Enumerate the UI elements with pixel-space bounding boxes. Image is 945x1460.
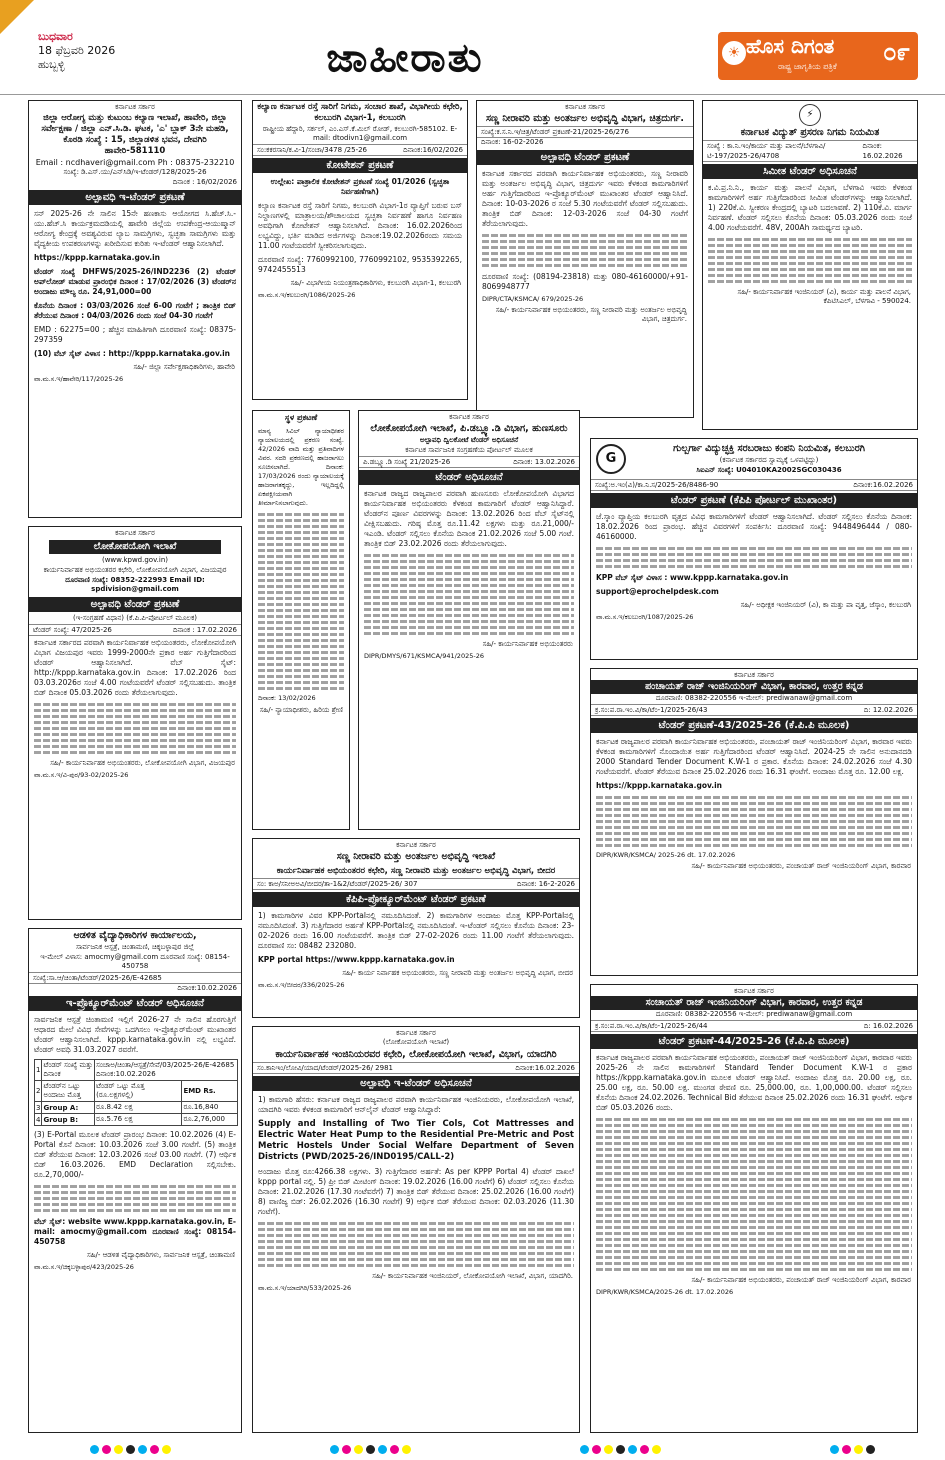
ad-reference: ಸಂಖ್ಯೆ: ಡಿ.ಎಸ್.ಯು/ಎನ್‌ಸಿಡಿ/ಇ-ಟೆಂಡರ್/128/2025-26 [63,168,207,176]
ad-filler-text [477,234,693,267]
ad-body-2: ಅಂದಾಜು ಮೊತ್ತ ರೂ:4266.38 ಲಕ್ಷಗಳು. 3) ಗುತ್ತಿಗೆದಾರರ ಅರ್ಹತೆ: As per KPPP Portal 4) ಟೆಂಡರ್ ದಾಖಲೆ kppp portal ನಲ್ಲಿ. 5) ಪ್ರೀ ಬಿಡ್ ಮೀಟಿಂಗ್ ದಿನಾಂಕ: 19.02.2026 (16.00 ಗಂಟೆಗೆ) 6) ಟೆಂಡರ್ ಸಲ್ಲಿಸಲು ಕೊನೆಯ ದಿನಾಂಕ: 21.02.2026 (17.30 ಗಂಟೆವರೆಗೆ) 7) ತಾಂತ್ರಿಕ ಬಿಡ್ ತೆರೆಯುವ ದಿನಾಂಕ: 25.02.2026 (16.00 ಗಂಟೆಗೆ) 8) ವಾಣಿಜ್ಯ ಬಿಡ್: 26.02.2026 (16.30 ಗಂಟೆಗೆ) 9) ಆರ್ಥಿಕ ಬಿಡ್ ತೆರೆಯುವ ದಿನಾಂಕ: 02.03.2026 (11.30 ಗಂಟೆಗೆ). [258,1167,574,1216]
ad-headline-bar: ಇ-ಪ್ರೊಕ್ಯೂರ್‌ಮೆಂಟ್ ಟೆಂಡರ್ ಅಧಿಸೂಚನೆ [29,996,241,1011]
ad-reference: ಪಿ.ಡಬ್ಲ್ಯೂ.ಡಿ ಸಂಖ್ಯೆ 21/2025-26 [363,458,451,466]
ad-headline-bar: ಅಲ್ಪಾವಧಿ ಇ-ಟೆಂಡರ್ ಪ್ರಕಟಣೆ [29,190,241,205]
ad-govt-label: ಕರ್ನಾಟಕ ಸರ್ಕಾರ [115,529,155,537]
ad-org-name: ಸಂಚಾಯತ್ ರಾಜ್ ಇಂಜಿನಿಯರಿಂಗ್ ವಿಭಾಗ, ಕಾರವಾರ, ಉತ್ತರ ಕನ್ನಡ [591,996,917,1010]
ad-body: ಕಲ್ಯಾಣ ಕರ್ನಾಟಕ ರಸ್ತೆ ಸಾರಿಗೆ ನಿಗಮ, ಕಲಬುರಗಿ ವಿಭಾಗ-1ರ ವ್ಯಾಪ್ತಿಗೆ ಬರುವ ಬಸ್ ನಿಲ್ದಾಣಗಳಲ್ಲಿ ಮಾತ್ರಾಲಯ/ಶೌಚಾಲಯದ ಸ್ವಚ್ಛತಾ ನಿರ್ವಹಣೆ ಹಾಗೂ ನಿರ್ವಹಣ ಅವಧಿಗಾಗಿ ಕೋಟೇಶನ್ ಆಹ್ವಾನಿಸಲಾಗಿದೆ. ದಿನಾಂಕ: 16.02.2026ರಿಂದ ಲಭ್ಯವಿದ್ದು, ಭರ್ತಿ ಮಾಡಿದ ಅರ್ಜಿಗಳನ್ನು ದಿನಾಂಕ:19.02.2026ರಂದು ಸಮಯ 11.00 ಗಂಟೆಯವರೆಗೆ ಸ್ವೀಕರಿಸಲಾಗುವುದು. [258,201,462,250]
ad-karwar-tender-44 [590,984,918,1433]
ad-body: ಕರ್ನಾಟಕ ಸರ್ಕಾರದ ಪರವಾಗಿ ಕಾರ್ಯನಿರ್ವಾಹಕ ಅಭಿಯಂತರರು, ಸಣ್ಣ ನೀರಾವರಿ ಮತ್ತು ಅಂತರ್ಜಲ ಅಭಿವೃದ್ಧಿ ವಿಭಾಗ, ಚಿತ್ರದುರ್ಗ ಇವರು ಕೆಳಕಂಡ ಕಾಮಗಾರಿಗಳಿಗೆ ಅರ್ಹ ಗುತ್ತಿಗೆದಾರರಿಂದ ಇ-ಪ್ರೊಕ್ಯೂರ್‌ಮೆಂಟ್ ಮುಖಾಂತರ ಟೆಂಡರ್ ಆಹ್ವಾನಿಸಿದೆ. ದಿನಾಂಕ: 10-03-2026 ರ ಸಂಜೆ 5.30 ಗಂಟೆಯವರೆಗೆ ಟೆಂಡರ್ ಸಲ್ಲಿಸಬಹುದು. ತಾಂತ್ರಿಕ ಬಿಡ್ ದಿನಾಂಕ: 12-03-2026 ಸಂಜೆ 04-30 ಗಂಟೆಗೆ ತೆರೆಯಲಾಗುವುದು. [482,169,688,228]
ad-phone: ದೂರವಾಣಿ ಸಂಖ್ಯೆ: 08352-222993 Email ID: spdivision@gmail.com [65,576,205,593]
ad-ref-row [591,479,917,491]
ad-signature: ಸಹಿ/- ಕಾರ್ಯನಿರ್ವಾಹಕ ಅಭಿಯಂತರರು, ಪಂಚಾಯತ್ ರಾಜ್ ಇಂಜಿನಿಯರಿಂಗ್ ವಿಭಾಗ, ಕಾರವಾರ [691,862,911,870]
ad-emd: EMD : 62275=00 ; ಹೆಚ್ಚಿನ ಮಾಹಿತಿಗಾಗಿ ದೂರವಾಣಿ ಸಂಖ್ಯೆ: 08375-297359 [34,325,236,344]
ad-gescom-tender [590,438,918,660]
table-row [35,1081,238,1102]
ad-reference: ಕ್ರ.ಸಂ:ಪ.ರಾ.ಇಂ.ವಿ/ಕಾ/ಟೆಂ-1/2025-26/43 [595,706,708,714]
ad-subtitle: ಉಲ್ಲೇಖ: ಪಾತ್ರಾಲಿಕ ಕೋಟೇಶನ್ ಪ್ರಕಟಣೆ ಸಂಖ್ಯೆ 01/2026 (ಸ್ವಚ್ಛತಾ ನಿರ್ವಹಣೆಗಾಗಿ) [270,177,450,196]
cmyk-dots-left [90,1445,171,1454]
ad-org-name: ಆಡಳಿತ ವೈದ್ಯಾಧಿಕಾರಿಗಳ ಕಾರ್ಯಾಲಯ, [73,930,197,941]
cmyk-dots-center [330,1445,411,1454]
ad-body: ಜೆ.ಸ್ಕಾಂ ವ್ಯಾಪ್ತಿಯ ಕಲಬುರಗಿ ವೃತ್ತದ ವಿವಿಧ ಕಾಮಗಾರಿಗಳಿಗೆ ಟೆಂಡರ್ ಆಹ್ವಾನಿಸಲಾಗಿದೆ. ಟೆಂಡರ್ ಸಲ್ಲಿಸಲು ಕೊನೆಯ ದಿನಾಂಕ: 18.02.2026 ರಿಂದ ಪ್ರಾರಂಭ. ಹೆಚ್ಚಿನ ವಿವರಗಳಿಗೆ ಸಂಪರ್ಕಿಸಿ: ದೂರವಾಣಿ ಸಂಖ್ಯೆ: 9448496444 / 080-46160000. [596,512,912,541]
ad-pwd-hunsur [358,410,580,830]
ad-subheading: ಅಲ್ಪಾವಧಿ ದ್ವಿಲಕೋಟೆ ಟೆಂಡರ್ ಅಧಿಸೂಚನೆ [419,436,519,444]
ad-date: ದಿನಾಂಕ : 17.02.2026 [172,626,237,634]
ad-url: https://kppp.karnataka.gov.in [34,253,161,262]
ad-date: ದಿನಾಂಕ: 16.02.2026 [862,142,903,160]
ad-kkrtc-quotation [252,100,468,400]
ad-headline-bar: ಕೋಟೇಶನ್ ಪ್ರಕಟಣೆ [253,158,467,173]
ad-tender-table [34,1059,238,1126]
ad-code: ವಾ.ಮ.ಸ.ಇ/ಕಲಬುರಗಿ/1087/2025-26 [596,613,694,621]
ad-signature: ಸಹಿ/- ಕಾರ್ಯನಿರ್ವಾಹಕ ಇಂಜಿನಿಯರ್, ಲೋಕೋಪಯೋಗಿ ಇಲಾಖೆ, ವಿಭಾಗ, ಯಾದಗಿರಿ. [372,1272,573,1280]
ad-kptcl-limited-tender [702,100,918,430]
ad-code: ವಾ.ಮ.ಸ.ಇ/ವಿ-ಪುರ/93-02/2025-26 [34,771,129,779]
weekday: ಬುಧವಾರ [38,30,73,43]
ad-ref-row [591,704,917,716]
ad-subheading-2: ಕರ್ನಾಟಕ ಸಾರ್ವಜನಿಕ ಸಂಗ್ರಹಣೆಯ ಪೋರ್ಟಲ್ ಮೂಲಕ [405,446,533,454]
ad-chitradurga-irrigation [476,100,694,418]
ad-filler-text [591,1118,917,1271]
ad-code: DIPR/KWR/KSMCA/ 2025-26 dt. 17.02.2026 [596,851,736,859]
ad-ref-row [253,878,579,890]
ad-ref-row [359,456,579,468]
table-row [35,1060,238,1081]
ad-body: ಕರ್ನಾಟಕ ರಾಜ್ಯಪಾಲರ ಪರವಾಗಿ ಕಾರ್ಯನಿರ್ವಾಹಕ ಅಭಿಯಂತರರು, ಪಂಚಾಯತ್ ರಾಜ್ ಇಂಜಿನಿಯರಿಂಗ್ ವಿಭಾಗ, ಕಾರವಾರ ಇವರು 2025-26 ನೇ ಸಾಲಿನ ಕಾಮಗಾರಿಗಳಿಗೆ Standard Tender Document K.W-1 ರ ಪ್ರಕಾರ https://kppp.karnataka.gov.in ಮೂಲಕ ಟೆಂಡರ್ ಆಹ್ವಾನಿಸಿದೆ. ಅಂದಾಜು ಮೊತ್ತ ರೂ. 20.00 ಲಕ್ಷ, ರೂ. 25.00 ಲಕ್ಷ, ರೂ. 50.00 ಲಕ್ಷ. ಮುಂಗಡ ಠೇವಣಿ ರೂ. 25,000.00, ರೂ. 1,00,000.00. ಟೆಂಡರ್ ಸಲ್ಲಿಸಲು ಕೊನೆಯ ದಿನಾಂಕ 24.02.2026. Technical Bid ತೆರೆಯುವ ದಿನಾಂಕ 25.02.2026 ರಂದು 16.31 ಘಂಟೆಗೆ. ಆರ್ಥಿಕ ಬಿಡ್ 05.03.2026 ರಂದು. [596,1053,912,1112]
ad-filler-text [29,703,241,754]
ad-org-name: ಕರ್ನಾಟಕ ವಿದ್ಯುತ್ ಪ್ರಸರಣ ನಿಗಮ ನಿಯಮಿತ [740,127,880,138]
ad-reference: ಸಂಖ್ಯೆ:ಕ.ಸ.ನಿ.ಇ/ಚಿತ್ರ/ಟೆಂಡರ್ ಪ್ರಕಟಣೆ-21/2025-26/276 [481,128,629,136]
ad-address: ಕಾರ್ಯನಿರ್ವಾಹಕ ಅಭಿಯಂತರರ ಕಛೇರಿ, ಲೋಕೋಪಯೋಗಿ ವಿಭಾಗ, ವಿಜಯಪುರ [43,566,227,574]
ad-org-name: ಲೋಕೋಪಯೋಗಿ ಇಲಾಖೆ, ಪಿ.ಡಬ್ಲ್ಯೂ.ಡಿ ವಿಭಾಗ, ಹುಣಸೂರು [370,423,568,434]
table-cell: 4 [36,1115,41,1124]
ad-address: ಸಾರ್ವಜನಿಕ ಆಸ್ಪತ್ರೆ, ಚಿಂತಾಮಣಿ, ಚಿಕ್ಕಬಳ್ಳಾಪುರ ಜಿಲ್ಲೆ [76,943,194,951]
ad-phone: ದೂರವಾಣಿ: 08382-220556 ಇ-ಮೇಲ್: prediwanaw@gmail.com [655,1010,853,1018]
ad-karwar-tender-43 [590,668,918,976]
ad-reference: ಸಂ.ಕಾನಿಇಂ/ಲೋವಿ/ಯಾದ/ಟೆಂಡರ್/2025-26/ 2981 [257,1064,393,1072]
ad-headline-bar: ಅಲ್ಪಾವಧಿ ಟೆಂಡರ್ ಪ್ರಕಟಣೆ [477,150,693,165]
table-row [35,1102,238,1114]
gescom-logo-icon: G [596,444,626,474]
edition-city: ಹುಬ್ಬಳ್ಳಿ [38,58,65,71]
ad-reference: ಟೆಂಡರ್ ಸಂಖ್ಯೆ: 47/2025-26 [33,626,112,634]
ad-date: ದಿನಾಂಕ: 13.02.2026 [513,458,575,466]
ad-reference: ಸಂಖ್ಯೆ : ಕಾ.ನಿ.ಇಂ/ಕಾರ್ಯ ಮತ್ತು ಪಾಲನೆ/ಬೆಳಗಾವಿ/ಟಿ-197/2025-26/4708 [707,142,826,160]
ad-date: ದಿನಾಂಕ: 16-02-2026 [481,138,544,146]
ad-code: ವಾ.ಮ.ಸ.ಇ/ಹಾವೇರಿ/117/2025-26 [34,375,124,383]
table-cell: ರೂ.5.76 ಲಕ್ಷ [95,1114,182,1126]
ad-reference: ಕ್ರ.ಸಂ:ಪ.ರಾ.ಇಂ.ವಿ/ಕಾ/ಟೆಂ-1/2025-26/44 [595,1022,708,1030]
ad-headline-bar: ಅಲ್ಪಾವಧಿ ಟೆಂಡರ್ ಪ್ರಕಟಣೆ [29,597,241,612]
ad-filler-text [253,1222,579,1267]
ad-signature: ಸಹಿ/- ನ್ಯಾಯಾಧೀಶರು, ಹಿರಿಯ ಶ್ರೇಣಿ [259,706,343,714]
ad-pwd-vijayapura [28,526,242,920]
ad-govt-label: ಕರ್ನಾಟಕ ಸರ್ಕಾರ [565,103,605,111]
masthead-logo [718,32,918,80]
dateline [38,30,115,72]
ad-signature: ಸಹಿ/- ಕಾರ್ಯನಿರ್ವಾಹಕ ಅಭಿಯಂತರರು, ಪಂಚಾಯತ್ ರಾಜ್ ಇಂಜಿನಿಯರಿಂಗ್ ವಿಭಾಗ, ಕಾರವಾರ [691,1276,911,1284]
ad-code: DIPR/KWR/KSMCA/2025-26 dt. 17.02.2026 [596,1288,734,1296]
ad-headline-bar: ಕೆಪಿಪಿ-ಪ್ರೋಕ್ಯೂರ್‌ಮೆಂಟ್ ಟೆಂಡರ್ ಪ್ರಕಟಣೆ [253,892,579,907]
ad-body: ಕರ್ನಾಟಕ ರಾಜ್ಯಪಾಲರ ಪರವಾಗಿ ಕಾರ್ಯನಿರ್ವಾಹಕ ಅಭಿಯಂತರರು, ಪಂಚಾಯತ್ ರಾಜ್ ಇಂಜಿನಿಯರಿಂಗ್ ವಿಭಾಗ, ಕಾರವಾರ ಇವರು ಕೆಳಕಂಡ ಕಾಮಗಾರಿಗಳಿಗೆ ನೊಂದಾಯಿತ ಅರ್ಹ ಗುತ್ತಿಗೆದಾರರಿಂದ ಟೆಂಡರ್ ಆಹ್ವಾನಿಸಿದೆ. 2024-25 ನೇ ಸಾಲಿನ ಅನುದಾನದಡಿ 2000 Standard Tender Document K.W-1 ರ ಪ್ರಕಾರ. ಕೊನೆಯ ದಿನಾಂಕ: 24.02.2026 ಸಂಜೆ 4.30 ಗಂಟೆಯವರೆಗೆ. ಟೆಂಡರ್ ತೆರೆಯುವ ದಿನಾಂಕ 25.02.2026 ರಂದು 16.31 ಘಂಟೆಗೆ. ಅಂದಾಜು ಮೊತ್ತ ರೂ. 12.00 ಲಕ್ಷ. [596,737,912,776]
ad-reference: ಸಂ:ಕಕರಸಾನಿ/ಕ.ವಿ-1/ಸಂಚಾ/3478 /25-26 [257,146,368,154]
table-cell: EMD Rs. [182,1081,238,1102]
ad-tender-number: ಟೆಂಡರ್ ಸಂಖ್ಯೆ DHFWS/2025-26/IND2236 (2) ಟೆಂಡರ್ ಅಪ್‌ಲೋಡ್ ಮಾಡುವ ಪ್ರಾರಂಭಿಕ ದಿನಾಂಕ : 17/02/2026 (3) ಟೆಂಡರ್‌ನ ಅಂದಾಜು ಮೌಲ್ಯ ರೂ. 24,91,000=00 [34,267,236,296]
ad-office-name: ಕಾರ್ಯನಿರ್ವಾಹಕ ಅಭಿಯಂತರರ ಕಛೇರಿ, ಸಣ್ಣ ನೀರಾವರಿ ಮತ್ತು ಅಂತರ್ಜಲ ಅಭಿವೃದ್ಧಿ ವಿಭಾಗ, ಬೀದರ [276,866,556,876]
logo-tagline: ರಾಷ್ಟ್ರ ಜಾಗೃತಿಯ ಪತ್ರಿಕೆ [778,62,837,71]
ad-reference: ಸಂ: ಕಾಅ/ಸನೀಅಅವಿ/ಬೀದರ/ತಾ-1&2/ಟೆಂಡರ್/2025-26/ 307 [257,880,418,888]
ad-govt-label: ಕರ್ನಾಟಕ ಸರ್ಕಾರ [449,413,489,421]
ad-pwd-yadgir [252,1026,580,1433]
ad-code: DIPR/CTA/KSMCA/ 679/2025-26 [482,295,584,303]
ad-org-name: ಜಿಲ್ಲಾ ಆರೋಗ್ಯ ಮತ್ತು ಕುಟುಂಬ ಕಲ್ಯಾಣ ಇಲಾಖೆ, ಹಾವೇರಿ, ಜಿಲ್ಲಾ ಸರ್ವೇಕ್ಷಣಾ / ಜಿಲ್ಲಾ ಎನ್.ಸಿ.ಡಿ. ಘಟಕ, 'ಎ' ಬ್ಲಾಕ್ 3ನೇ ಮಹಡಿ, ಕೊಠಡಿ ಸಂಖ್ಯೆ : 15, ಜಿಲ್ಲಾಡಳಿತ ಭವನ, ದೇವಗಿರಿ ಹಾವೇರಿ-581110 [41,113,229,156]
ad-org-name: ಸಣ್ಣ ನೀರಾವರಿ ಮತ್ತು ಅಂತರ್ಜಲ ಅಭಿವೃದ್ಧಿ ಇಲಾಖೆ [336,851,496,862]
ad-govt-label: ಕರ್ನಾಟಕ ಸರ್ಕಾರ [734,987,774,995]
ad-body: ಮಾನ್ಯ ಸಿವಿಲ್ ನ್ಯಾಯಾಧೀಶರ ನ್ಯಾಯಾಲಯದಲ್ಲಿ ಪ್ರಕರಣ ಸಂಖ್ಯೆ. 42/2026 ವಾದಿ ಮತ್ತು ಪ್ರತಿವಾದಿಗಳ ವಿವರ. ಸದರಿ ಪ್ರಕರಣದಲ್ಲಿ ಹಾಜರಾಗಲು ಸೂಚಿಸಲಾಗಿದೆ. ದಿನಾಂಕ: 17/03/2026 ರಂದು ನ್ಯಾಯಾಲಯಕ್ಕೆ ಹಾಜರಾಗತಕ್ಕದ್ದು, ಇಲ್ಲದಿದ್ದಲ್ಲಿ ಏಕಪಕ್ಷೀಯವಾಗಿ ತೀರ್ಮಾನಿಸಲಾಗುವುದು. [258,427,344,507]
ad-date: ದಿ: 12.02.2026 [863,706,913,714]
table-cell: ಸಂಚಾಅ/ಚಿಂತಾ/ಆಸ್ಪತ್ರೆ/ಸೇವೆ/03/2025-26/E-42685 ದಿನಾಂಕ:10.02.2026 [95,1060,238,1081]
ad-dept: (ಲೋಕೋಪಯೋಗಿ ಇಲಾಖೆ) [382,1038,450,1046]
ad-phone: ದೂರವಾಣಿ ಸಂಖ್ಯೆ: (08194-23818) ಮತ್ತು 080-46160000/+91-8069948777 [482,272,688,291]
ad-address: ರಾಷ್ಟ್ರೀಯ ಹೆದ್ದಾರಿ, ಸರ್ಕಲ್, ಎಂ.ಎಸ್.ಕೆ.ಮಿಲ್ ರೋಡ್, ಕಲಬುರಗಿ-585102. E-mail: dtodivn1@gmail.com [262,125,458,142]
ad-filler-text [591,547,917,568]
ad-govt-label: ಕರ್ನಾಟಕ ಸರ್ಕಾರ [396,1029,436,1037]
ad-signature: ಸಹಿ/- ಕಾರ್ಯ ನಿರ್ವಾಹಕ ಅಭಿಯಂತರರು, ಸಣ್ಣ ನೀರಾವರಿ ಮತ್ತು ಅಂತರ್ಜಲ ಅಭಿವೃದ್ಧಿ ವಿಭಾಗ, ಬೀದರ [342,969,573,977]
table-cell: Group A: [42,1102,95,1114]
ad-url: KPP ವೆಬ್ ಸೈಟ್ ವಿಳಾಸ : www.kppp.karnataka.gov.in [596,573,789,582]
ad-website: (10) ವೆಬ್ ಸೈಟ್ ವಿಳಾಸ : http://kppp.karnataka.gov.in [34,349,230,358]
ad-body: 1) ಕಾಮಗಾರಿಗಳ ವಿವರ KPP-Portalನಲ್ಲಿ ನಮೂದಿಸಿದಂತೆ. 2) ಕಾಮಗಾರಿಗಳ ಅಂದಾಜು ಮೊತ್ತ KPP-Portalನಲ್ಲಿ ನಮೂದಿಸಿದಂತೆ. 3) ಗುತ್ತಿಗೆದಾರರ ಅರ್ಹತೆ KPP-Portalನಲ್ಲಿ ನಮೂದಿಸಿದಂತೆ. ಇ-ಟೆಂಡರ್ ಸಲ್ಲಿಸಲು ಕೊನೆಯ ದಿನಾಂಕ: 23-02-2026 ರಂದು 16.00 ಗಂಟೆಯವರೆಗೆ. ತಾಂತ್ರಿಕ ಬಿಡ್ 27-02-2026 ರಂದು 11.00 ಗಂಟೆಗೆ ತೆರೆಯಲಾಗುವುದು. ದೂರವಾಣಿ ಸಂ: 08482 232080. [258,911,574,950]
ad-org-name: ಸಣ್ಣ ನೀರಾವರಿ ಮತ್ತು ಅಂತರ್ಜಲ ಅಭಿವೃದ್ಧಿ ವಿಭಾಗ, ಚಿತ್ರದುರ್ಗ. [485,113,685,124]
ad-org-name: ಗುಲ್ಬರ್ಗಾ ವಿದ್ಯುಚ್ಛಕ್ತಿ ಸರಬರಾಜು ಕಂಪನಿ ನಿಯಮಿತ, ಕಲಬುರಗಿ [673,443,865,454]
logo-text: ಹೊಸ ದಿಗಂತ [746,34,835,58]
ad-govt-label: ಕರ್ನಾಟಕ ಸರ್ಕಾರ [396,841,436,849]
ad-phone: ದೂರವಾಣಿ: 08382-220556 ಇ-ಮೇಲ್: prediwanaw@gmail.com [655,694,853,702]
ad-body: ಕರ್ನಾಟಕ ಸರ್ಕಾರದ ಪರವಾಗಿ ಕಾರ್ಯನಿರ್ವಾಹಕ ಅಭಿಯಂತರರು, ಲೋಕೋಪಯೋಗಿ ವಿಭಾಗ ವಿಜಯಪುರ ಇವರು 1999-2000ನೇ ಪ್ರಕಾರ ಅರ್ಹ ಗುತ್ತಿಗೆದಾರರಿಂದ ಟೆಂಡರ್ ಆಹ್ವಾನಿಸಲಾಗಿದೆ. ವೆಬ್ ಸೈಟ್: http://kppp.karnataka.gov.in ದಿನಾಂಕ: 17.02.2026 ರಿಂದ 03.03.2026ರ ಸಂಜೆ 4.00 ಗಂಟೆಯವರೆಗೆ ಟೆಂಡರ್ ಸಲ್ಲಿಸಬಹುದು. ತಾಂತ್ರಿಕ ಬಿಡ್ ದಿನಾಂಕ 05.03.2026 ರಂದು ತೆರೆಯಲಾಗುವುದು. [34,638,236,697]
ad-bidar-irrigation [252,838,580,1018]
ad-date: ದಿನಾಂಕ:16.02.2026 [515,1064,575,1072]
ad-date: ದಿನಾಂಕ: 16-2-2026 [517,880,575,888]
ad-signature: ಸಹಿ/- ಕಾರ್ಯನಿರ್ವಾಹಕ ಅಭಿಯಂತರರು [482,640,573,648]
ad-headline-bar: ಟೆಂಡರ್ ಪ್ರಕಟಣೆ (ಕೆಪಿಪಿ ಪೋರ್ಟಲ್ ಮುಖಾಂತರ) [591,493,917,508]
ad-head-row [591,439,917,479]
table-cell: 2 [35,1081,42,1102]
table-cell: ಟೆಂಡರ್ ಸಂಖ್ಯೆ ಮತ್ತು ದಿನಾಂಕ [42,1060,95,1081]
ad-email: ಇ-ಮೇಲ್ ವಿಳಾಸ: amocmy@gmail.com ದೂರವಾಣಿ ಸಂಖ್ಯೆ: 08154-450758 [40,953,230,970]
page-number: ೦೯ [883,38,910,66]
table-cell: ರೂ.16,840 [182,1102,238,1114]
ad-body: ಸಾರ್ವಜನಿಕ ಆಸ್ಪತ್ರೆ ಚಿಂತಾಮಣಿ ಇಲ್ಲಿಗೆ 2026-27 ನೇ ಸಾಲಿನ ಹೊರಗುತ್ತಿಗೆ ಆಧಾರದ ಮೇಲೆ ವಿವಿಧ ಸೇವೆಗಳನ್ನು ಒದಗಿಸಲು ಇ-ಪ್ರೊಕ್ಯೂರ್‌ಮೆಂಟ್ ಮುಖಾಂತರ ಟೆಂಡರ್ ಆಹ್ವಾನಿಸಲಾಗಿದೆ. kppp.karnataka.gov.in ನಲ್ಲಿ ಲಭ್ಯವಿದೆ. ಟೆಂಡರ್ ಅವಧಿ 31.03.2027 ರವರೆಗೆ. [34,1015,236,1054]
ad-filler-text [253,513,349,690]
ad-filler-text [359,554,579,635]
ad-date: ದಿ: 16.02.2026 [863,1022,913,1030]
page-header [0,0,945,95]
table-cell: ರೂ.8.42 ಲಕ್ಷ [95,1102,182,1114]
ad-date: ದಿನಾಂಕ: 13/02/2026 [258,694,316,702]
ad-ref-row [253,144,467,156]
table-row [35,1114,238,1126]
cmyk-dots-right [830,1445,875,1454]
ad-signature: ಸಹಿ/- ಕಾರ್ಯನಿರ್ವಾಹಕ ಇಂಜಿನಿಯರ್ (ವಿ), ಕಾರ್ಯ ಮತ್ತು ಪಾಲನೆ ವಿಭಾಗ, ಕೆಪಿಟಿಸಿಎಲ್, ಬೆಳಗಾವಿ - 590024. [737,288,911,305]
ad-url: KPP portal https://www.kppp.karnataka.gov.in [258,955,455,964]
ad-body-2: (3) E-Portal ಮೂಲಕ ಟೆಂಡರ್ ಪ್ರಾರಂಭ ದಿನಾಂಕ: 10.02.2026 (4) E-Portal ಕೊನೆ ದಿನಾಂಕ: 10.03.2026 ಸಂಜೆ 3.00 ಗಂಟೆಗೆ. (5) ತಾಂತ್ರಿಕ ಬಿಡ್ ತೆರೆಯುವ ದಿನಾಂಕ: 12.03.2026 ಸಂಜೆ 03.00 ಗಂಟೆಗೆ. (7) ಆರ್ಥಿಕ ಬಿಡ್ 16.03.2026. EMD Declaration ಸಲ್ಲಿಸಬೇಕು. ರೂ.2,70,000/- [34,1130,236,1179]
ad-org-name: ಪಂಚಾಯತ್ ರಾಜ್ ಇಂಜಿನಿಯರಿಂಗ್ ವಿಭಾಗ, ಕಾರವಾರ, ಉತ್ತರ ಕನ್ನಡ [591,680,917,694]
ad-court-notice [252,410,350,830]
ad-web: (www.kpwd.gov.in) [101,556,169,564]
ad-cin: ಸಿಐಎನ್ ಸಂಖ್ಯೆ: U04010KA2002SGC030436 [696,466,842,474]
ad-chintamani-hospital [28,928,242,1433]
table-cell: ಟೆಂಡರ್ ಒಟ್ಟು ಮೊತ್ತ (ರೂ.ಲಕ್ಷಗಳಲ್ಲಿ) [95,1081,182,1102]
ad-ref-row [477,126,693,138]
ad-ref-row [29,624,241,636]
corner-decoration [0,0,34,34]
ad-work-name: Supply and Installing of Two Tier Cols, Cot Mattresses and Electric Water Heat Pump to the Residential Pre-Metric and Post Metric Hostels Under Social Welfare Department of Seven Districts (PWD/2025-26/IND0195/CALL-2) [258,1119,574,1162]
ad-signature: ಸಹಿ/- ಕಾರ್ಯನಿರ್ವಾಹಕ ಅಭಿಯಂತರರು, ಲೋಕೋಪಯೋಗಿ ವಿಭಾಗ, ವಿಜಯಪುರ [50,759,235,767]
ad-date: ದಿನಾಂಕ : 16/02/2026 [172,178,237,186]
ad-website: ವೆಬ್ ಸೈಟ್: website www.kppp.karnataka.gov.in, E-mail: amocmy@gmail.com ದೂರವಾಣಿ ಸಂಖ್ಯೆ: 08154-450758 [34,1217,236,1246]
ad-org-name: ಕಾರ್ಯನಿರ್ವಾಹಕ ಇಂಜಿನಿಯರವರ ಕಛೇರಿ, ಲೋಕೋಪಯೋಗಿ ಇಲಾಖೆ, ವಿಭಾಗ, ಯಾದಗಿರಿ [275,1049,557,1060]
cmyk-dots-center-right [580,1445,661,1454]
ad-date: ದಿನಾಂಕ:16/02/2026 [403,146,463,154]
ad-email: support@eprochelpdesk.com [596,587,719,596]
ad-signature: ಸಹಿ/- ವಿಭಾಗೀಯ ನಿಯಂತ್ರಣಾಧಿಕಾರಿಗಳು, ಕಲಬುರಗಿ ವಿಭಾಗ-1, ಕಲಬುರಗಿ [290,279,461,287]
ad-ref-row [253,1062,579,1074]
ad-filler-text [29,1185,241,1212]
ad-org-name: ಕಲ್ಯಾಣ ಕರ್ನಾಟಕ ರಸ್ತೆ ಸಾರಿಗೆ ನಿಗಮ, ಸಂಚಾರ ಶಾಖೆ, ವಿಭಾಗೀಯ ಕಛೇರಿ, ಕಲಬುರಗಿ ವಿಭಾಗ-1, ಕಲಬುರಗಿ [257,102,463,123]
ad-title: ಸ್ಥಳ ಪ್ರಕಟಣೆ [284,413,318,422]
ad-ref-row [591,1020,917,1032]
print-registration-marks [0,1438,945,1460]
ad-code: ವಾ.ಮ.ಸ.ಇ/ಬೀದರ/336/2025-26 [258,981,345,989]
ad-headline-bar: ಟೆಂಡರ್ ಪ್ರಕಟಣೆ-43/2025-26 (ಕೆ.ಪಿ.ಪಿ ಮೂಲಕ) [591,718,917,733]
table-cell: ರೂ.2,76,000 [182,1114,238,1126]
ad-phones: ದೂರವಾಣಿ ಸಂಖ್ಯೆ: 7760992100, 7760992102, 9535392265, 9742455513 [258,255,462,274]
ad-headline-bar: ಟೆಂಡರ್ ಅಧಿಸೂಚನೆ [359,470,579,485]
ad-ref-row [29,972,241,984]
table-cell: 3 [36,1103,41,1112]
ad-reference: ಸಂಖ್ಯೆ:ಅ.ಇಂ(ವಿ)/ಕಾ.ನಿ.ಸ/2025-26/8486-90 [595,481,719,489]
ad-email: Email : ncdhaveri@gmail.com Ph : 08375-232210 [35,158,235,167]
table-cell: Group B: [42,1114,95,1126]
ad-signature: ಸಹಿ/- ಕಾರ್ಯನಿರ್ವಾಹಕ ಅಭಿಯಂತರರು, ಸಣ್ಣ ನೀರಾವರಿ ಮತ್ತು ಅಂತರ್ಜಲ ಅಭಿವೃದ್ಧಿ ವಿಭಾಗ, ಚಿತ್ರದುರ್ಗ. [495,306,687,323]
ad-body: ಸನ್ 2025-26 ನೇ ಸಾಲಿನ 15ನೇ ಹಣಕಾಸು ಆಯೋಗದ ಸಿ.ಹೆಚ್.ಸಿ.-ಯು.ಹೆಚ್.ಸಿ ಕಾರ್ಯಕ್ರಮದಡಿಯಲ್ಲಿ ಹಾವೇರಿ ಜಿಲ್ಲೆಯ ಉಪಕೇಂದ್ರ-ಆಯುಷ್ಮಾನ್ ಆರೋಗ್ಯ ಕೇಂದ್ರಕ್ಕೆ ಅವಶ್ಯವಿರುವ ಲ್ಯಾಬ ಸಾಮಗ್ರಿಗಳು, ಸ್ವಚ್ಛತಾ ಸಾಮಗ್ರಿಗಳು ಮತ್ತು ವೈದ್ಯಕೀಯ ಉಪಕರಣಗಳನ್ನು ಖರೀದಿಸುವ ಕುರಿತು ಇ-ಟೆಂಡರ್ ಆಹ್ವಾನಿಸಲಾಗಿದೆ. [34,209,236,248]
ad-signature: ಸಹಿ/- ಜಿಲ್ಲಾ ಸರ್ವೇಕ್ಷಣಾಧಿಕಾರಿಗಳು, ಹಾವೇರಿ [133,363,235,371]
ad-haveri-health [28,100,242,518]
lamp-icon: ☀ [722,41,746,65]
ad-url: https://kppp.karnataka.gov.in [596,781,723,790]
ad-govt-label: ಕರ್ನಾಟಕ ಸರ್ಕಾರ [115,103,155,111]
issue-date: 18 ಫೆಬ್ರವರಿ 2026 [38,44,116,57]
ad-code: ವಾ.ಮ.ಸ.ಇ/ಯಾದಗಿರಿ/533/2025-26 [258,1284,352,1292]
ad-signature: ಸಹಿ/- ಅಧೀಕ್ಷಕ ಇಂಜಿನಿಯರ್ (ವಿ), ಕಾ ಮತ್ತು ಪಾ ವೃತ್ತ, ಜೆಸ್ಕಾಂ, ಕಲಬುರಗಿ [740,601,911,609]
ad-ref-row [703,140,917,162]
ad-reference: ಸಂಖ್ಯೆ:ಸಾ.ಆ/ಚಿಂತಾ/ಟೆಂಡರ್/2025-26/E-42685 [33,974,162,982]
ad-org-name: ಲೋಕೋಪಯೋಗಿ ಇಲಾಖೆ [49,540,221,554]
ad-headline-bar: ಟೆಂಡರ್ ಪ್ರಕಟಣೆ-44/2025-26 (ಕೆ.ಪಿ.ಪಿ ಮೂಲಕ) [591,1034,917,1049]
ad-code: ವಾ.ಮ.ಸ.ಇ/ಚಿಕ್ಕಬಳ್ಳಾಪುರ/423/2025-26 [34,1263,134,1271]
ad-body: ಕರ್ನಾಟಕ ರಾಜ್ಯದ ರಾಜ್ಯಪಾಲರ ಪರವಾಗಿ ಹುಣಸೂರು ಲೋಕೋಪಯೋಗಿ ವಿಭಾಗದ ಕಾರ್ಯನಿರ್ವಾಹಕ ಅಭಿಯಂತರರು ಕೆಳಕಂಡ ಕಾಮಗಾರಿಗೆ ಟೆಂಡರ್ ಆಹ್ವಾನಿಸಿದ್ದಾರೆ. ಟೆಂಡರ್‌ನ ಪೂರ್ಣ ವಿವರಗಳನ್ನು ದಿನಾಂಕ: 13.02.2026 ರಿಂದ ವೆಬ್ ಸೈಟ್‌ನಲ್ಲಿ ವೀಕ್ಷಿಸಬಹುದು. ಗರಿಷ್ಠ ಮೊತ್ತ ರೂ.11.42 ಲಕ್ಷಗಳು ಮತ್ತು ರೂ.21,000/- ಇಎಂಡಿ. ಟೆಂಡರ್ ಸಲ್ಲಿಸಲು ಕೊನೆಯ ದಿನಾಂಕ 21.02.2026 ಸಂಜೆ 5.00 ಗಂಟೆ. ತಾಂತ್ರಿಕ ಬಿಡ್ 23.02.2026 ರಂದು ತೆರೆಯಲಾಗುವುದು. [364,489,574,548]
ad-body: ಕ.ವಿ.ಪ್ರ.ನಿ.ನಿ., ಕಾರ್ಯ ಮತ್ತು ಪಾಲನೆ ವಿಭಾಗ, ಬೆಳಗಾವಿ ಇವರು ಕೆಳಕಂಡ ಕಾಮಗಾರಿಗಳಿಗೆ ಅರ್ಹ ಗುತ್ತಿಗೆದಾರರಿಂದ ಸೀಮಿತ ಟೆಂಡರ್‌ಗಳನ್ನು ಆಹ್ವಾನಿಸಲಾಗಿದೆ. 1) 220ಕೆ.ವಿ. ಸ್ವೀಕರಣ ಕೇಂದ್ರದಲ್ಲಿ ಬ್ಯಾಟರಿ ಬದಲಾವಣೆ. 2) 110ಕೆ.ವಿ. ಮಾರ್ಗ ನಿರ್ವಹಣೆ. ಟೆಂಡರ್ ಸಲ್ಲಿಸಲು ಕೊನೆಯ ದಿನಾಂಕ: 05.03.2026 ರಂದು ಸಂಜೆ 4.00 ಗಂಟೆಯವರೆಗೆ. 48V, 200Ah ಸಾಮರ್ಥ್ಯದ ಬ್ಯಾಟರಿ. [708,183,912,232]
ad-subheading: (ಇ-ಸಂಗ್ರಹಣೆ ವಿಧಾನ) (ಕೆ.ಪಿ.ಪಿ-ಪೋರ್ಟಲ್ ಮೂಲಕ) [73,614,197,622]
page-title: ಜಾಹೀರಾತು [326,34,484,81]
kptcl-emblem-icon: ⚡ [799,104,821,126]
ad-body: 1) ಕಾಮಗಾರಿ ಹೆಸರು: ಕರ್ನಾಟಕ ರಾಜ್ಯದ ರಾಜ್ಯಪಾಲರ ಪರವಾಗಿ ಕಾರ್ಯನಿರ್ವಾಹಕ ಇಂಜಿನಿಯರರು, ಲೋಕೋಪಯೋಗಿ ಇಲಾಖೆ, ಯಾದಗಿರಿ ಇವರು ಕೆಳಕಂಡ ಕಾಮಗಾರಿಗೆ ಆನ್‌ಲೈನ್ ಟೆಂಡರ್ ಆಹ್ವಾನಿಸಿದ್ದಾರೆ: [258,1095,574,1114]
ad-headline-bar: ಅಲ್ಪಾವಧಿ ಇ-ಟೆಂಡರ್ ಅಧಿಸೂಚನೆ [253,1076,579,1091]
ad-code: DIPR/DMYS/671/KSMCA/941/2025-26 [364,652,484,660]
table-cell: 1 [35,1060,42,1081]
ad-headline-bar: ಸಿಮೀತ ಟೆಂಡರ್ ಅಧಿಸೂಚನೆ [703,164,917,179]
ad-signature: ಸಹಿ/- ಆಡಳಿತ ವೈದ್ಯಾಧಿಕಾರಿಗಳು, ಸಾರ್ವಜನಿಕ ಆಸ್ಪತ್ರೆ, ಚಿಂತಾಮಣಿ [87,1251,235,1259]
ad-date: ದಿನಾಂಕ:10.02.2026 [177,984,237,992]
ad-govt-label: ಕರ್ನಾಟಕ ಸರ್ಕಾರ [734,671,774,679]
ad-subheading: (ಕರ್ನಾಟಕ ಸರ್ಕಾರದ ಸ್ವಾಮ್ಯಕ್ಕೆ ಒಳಪಟ್ಟಿದ್ದು) [719,456,819,464]
ad-code: ವಾ.ಮ.ಸ.ಇ/ಕಲಬುರಗಿ/1086/2025-26 [258,291,356,299]
ad-filler-text [703,238,917,283]
ad-last-date: ಕೊನೆಯ ದಿನಾಂಕ : 03/03/2026 ಸಂಜೆ 6-00 ಗಂಟೆಗೆ ; ತಾಂತ್ರಿಕ ಬಿಡ್ ತೆರೆಯುವ ದಿನಾಂಕ : 04/03/2026 ರಂದು ಸಂಜೆ 04-30 ಗಂಟೆಗೆ [34,301,236,320]
ad-date: ದಿನಾಂಕ:16.02.2026 [853,481,913,489]
ad-filler-text [591,796,917,847]
table-cell: ಟೆಂಡರ್‌ನ ಒಟ್ಟು ಅಂದಾಜು ಮೊತ್ತ [42,1081,95,1102]
